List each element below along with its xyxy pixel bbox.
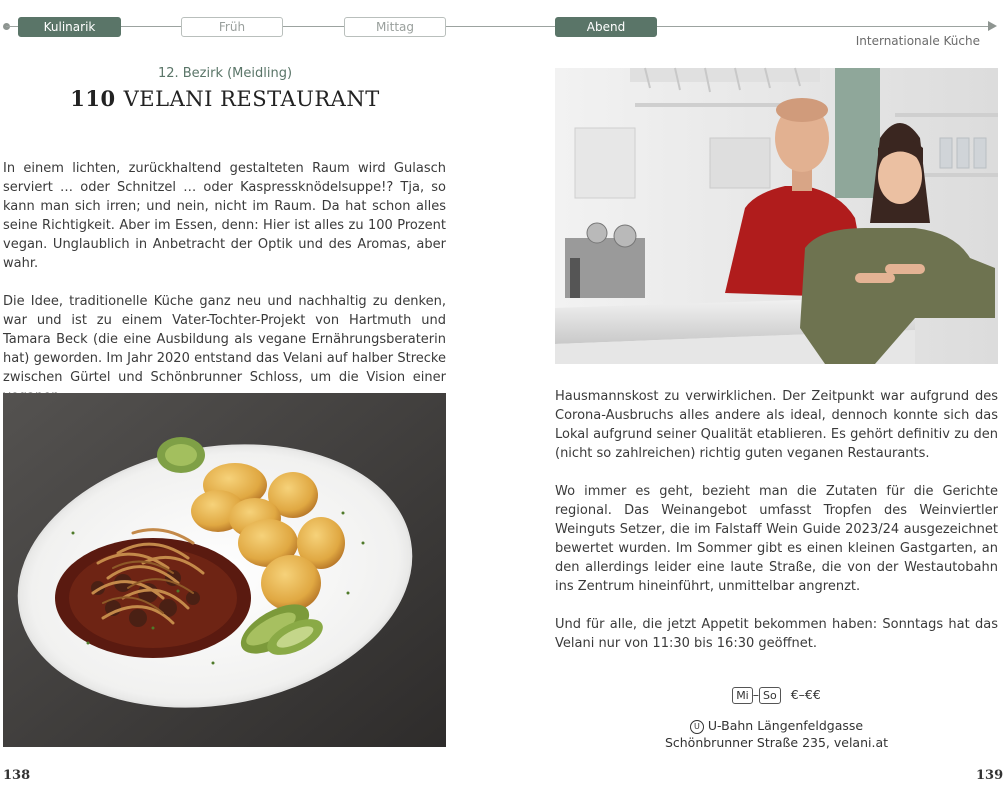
price-range: €–€€ [790,687,821,702]
paragraph: Hausmannskost zu verwirklichen. Der Zeitpunkt war aufgrund des Corona-Ausbruchs alles andere als ideal, dennoch konnte sich das Lokal aufgrund seiner Qualität etablieren. Es gehört definitiv zu den (nicht so zahlreichen) richtig guten veganen Restaurants. [555,389,998,461]
opening-days-price [555,687,998,704]
ubahn-icon: U [690,720,704,734]
paragraph: Wo immer es geht, bezieht man die Zutaten für die Gerichte regional. Das Weinangebot umfasst Tropfen des Weinviertler Weinguts Setzer, die im Falstaff Wein Guide 2023/24 ausgezeichnet bewertet wurden. Im Sommer gibt es einen kleinen Gastgarten, an den allerdings leider eine laute Straße, die von der Westautobahn ins Zentrum hineinführt, unmittelbar angrenzt. [555,484,998,594]
transit-info [555,718,998,734]
goulash-photo [3,393,446,747]
address: Schönbrunner Straße 235, velani.at [664,735,889,750]
right-body-text [555,387,998,653]
paragraph: Und für alle, die jetzt Appetit bekommen haben: Sonntags hat das Velani nur von 11:30 bis 16:30 geöffnet. [555,617,998,651]
page-number-right: 139 [976,768,1003,783]
paragraph: Die Idee, traditionelle Küche ganz neu und nachhaltig zu denken, war und ist zu einem Vater-Tochter-Projekt von Hartmuth und Tamara Beck (die eine Ausbildung als vegane Ernährungsberaterin hat) geworden. Im Jahr 2020 entstand das Velani auf halber Strecke zwischen Gürtel und Schönbrunner Schloss, um die Vision einer [3,294,446,385]
tab-abend[interactable]: Abend [555,17,657,37]
nav-arrow-icon [988,21,997,31]
day-separator: – [752,687,759,702]
category-label: Internationale Küche [855,34,980,48]
owners-photo [555,68,998,364]
tab-mittag[interactable]: Mittag [344,17,446,37]
day-from-badge: Mi [732,687,753,704]
tab-frueh[interactable]: Früh [181,17,283,37]
left-body-text [3,159,446,406]
district-label: 12. Bezirk (Meidling) [157,66,293,81]
tab-kulinarik[interactable]: Kulinarik [18,17,121,37]
transit-line: U-Bahn [707,718,754,733]
entry-number: 110 [70,86,116,111]
page-number-left: 138 [3,768,31,783]
page-title [0,86,450,111]
day-to-badge: So [759,687,781,704]
nav-line [6,26,992,27]
paragraph: In einem lichten, zurückhaltend gestalteten Raum wird Gulasch serviert … oder Schnitzel … oder Kaspressknödelsuppe!? Tja, so kann man sich irren; und nein, nicht im Raum. Da hat schon alles seine Richtigkeit. Aber im Essen, denn: Hier ist alles zu 100 Prozent vegan. Unglaublich in Anbetracht der Optik und des Aromas, aber wahr. [3,161,446,271]
restaurant-name: VELANI RESTAURANT [123,87,380,111]
transit-stop: Längenfeldgasse [757,718,864,733]
